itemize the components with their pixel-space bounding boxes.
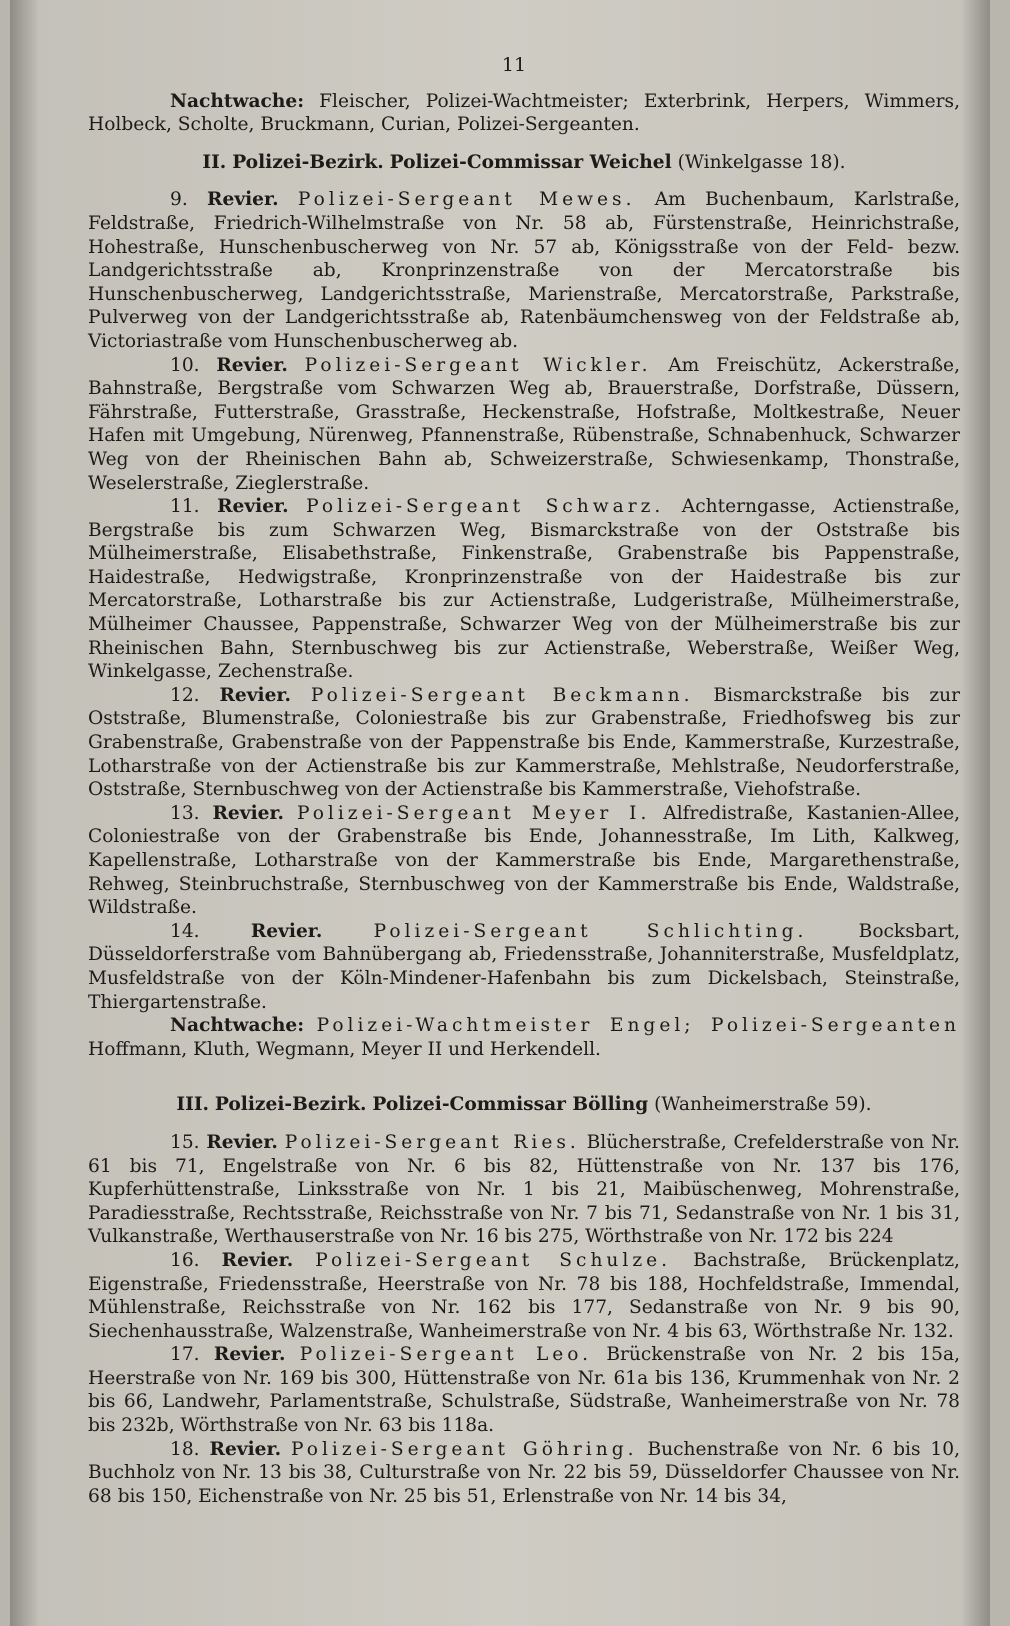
revier-number: 9. xyxy=(170,189,188,211)
revier-label: Revier. xyxy=(221,1249,294,1271)
revier-streets: Bismarckstraße bis zur Oststraße, Blumenstraße, Coloniestraße bis zur Grabenstraße, Friedhofsweg bis zur Grabenstraße, Grabenstraße von der Pappenstraße bis Ende, Kammerstraße, Kurzestraße, Lotharstraße von der Actienstraße bis zur Kammerstraße, Mehlstraße, Neudorferstraße, Oststraße, Sternbuschweg von der Actienstraße bis Kammerstraße, Viehofstraße. xyxy=(88,684,960,801)
revier-streets: Blücherstraße, Crefelderstraße von Nr. 61 bis 71, Engelstraße von Nr. 6 bis 82, Hüttenstraße von Nr. 137 bis 176, Kupferhüttenstraße, Linksstraße von Nr. 1 bis 21, Maibüschenweg, Mohrenstraße, Paradiesstraße, Rechtsstraße, Reichsstraße von Nr. 7 bis 71, Sedanstraße von Nr. 1 bis 31, Vulkanstraße, Werthauserstraße von Nr. 16 bis 275, Wörthstraße von Nr. 172 bis 224 xyxy=(88,1131,960,1248)
revier-number: 14. xyxy=(170,920,200,942)
revier-paragraph xyxy=(88,1343,960,1437)
revier-label: Revier. xyxy=(207,189,279,211)
bezirk-number: III. xyxy=(176,1094,209,1116)
revier-sergeant: Polizei-Sergeant Beckmann. xyxy=(310,684,694,706)
revier-streets: Am Buchenbaum, Karlstraße, Feldstraße, Friedrich-Wilhelmstraße von Nr. 58 ab, Fürstenstraße, Heinrichstraße, Hohestraße, Hunschenbuscherweg von Nr. 57 ab, Königsstraße von der Feld- bezw. Landgerichtsstraße ab, Kronprinzenstraße von der Mercatorstraße bis Hunschenbuscherweg, Landgerichtsstraße, Marienstraße, Mercatorstraße, Parkstraße, Pulverweg von der Landgerichtsstraße ab, Ratenbäumchensweg von der Feldstraße ab, Victoriastraße vom Hunschenbuscherweg ab. xyxy=(88,189,960,352)
revier-label: Revier. xyxy=(219,684,291,706)
revier-paragraph xyxy=(88,802,960,920)
revier-number: 17. xyxy=(170,1344,200,1366)
revier-paragraph xyxy=(88,920,960,1014)
bezirk-label: Polizei-Bezirk. xyxy=(232,151,384,173)
revier-paragraph xyxy=(88,1249,960,1343)
bezirk-commissar: Polizei-Commissar Weichel xyxy=(389,151,672,173)
page-number: 11 xyxy=(501,54,527,76)
revier-sergeant: Polizei-Sergeant Schlichting. xyxy=(373,920,808,942)
bezirk-heading xyxy=(88,151,960,175)
revier-label: Revier. xyxy=(250,920,323,942)
revier-number: 12. xyxy=(170,684,200,706)
revier-paragraph xyxy=(88,684,960,802)
revier-streets: Buchenstraße von Nr. 6 bis 10, Buchholz von Nr. 13 bis 38, Culturstraße von Nr. 22 bis 59, Düsseldorfer Chaussee von Nr. 68 bis 150, Eichenstraße von Nr. 25 bis 51, Erlenstraße von Nr. 14 bis 34, xyxy=(88,1438,961,1507)
revier-sergeant: Polizei-Sergeant Schulze. xyxy=(315,1249,672,1271)
revier-streets: Alfredistraße, Kastanien-Allee, Coloniestraße von der Grabenstraße bis Ende, Johannesstraße, Im Lith, Kalkweg, Kapellenstraße, Lotharstraße von der Kammerstraße bis Ende, Margarethenstraße, Rehweg, Steinbruchstraße, Sternbuschweg von der Kammerstraße bis Ende, Waldstraße, Wildstraße. xyxy=(88,802,960,919)
revier-label: Revier. xyxy=(216,354,288,376)
bezirk-number: II. xyxy=(202,151,227,173)
bezirk-label: Polizei-Bezirk. xyxy=(214,1094,367,1116)
bezirk-heading xyxy=(88,1093,960,1117)
revier-number: 11. xyxy=(170,496,200,518)
revier-sergeant: Polizei-Sergeant Leo. xyxy=(299,1344,593,1366)
nachtwache-staff: Polizei-Wachtmeister Engel; Polizei-Sergeanten xyxy=(316,1015,960,1037)
revier-sergeant: Polizei-Sergeant Wickler. xyxy=(304,354,652,376)
revier-sergeant: Polizei-Sergeant Ries. xyxy=(284,1131,580,1153)
nachtwache-label: Nachtwache: xyxy=(170,90,305,112)
nachtwache-label: Nachtwache: xyxy=(170,1015,305,1037)
revier-label: Revier. xyxy=(206,1131,278,1153)
revier-label: Revier. xyxy=(209,1438,282,1460)
nachtwache-text: Fleischer, Polizei-Wachtmeister; Exterbrink, Herpers, Wimmers, Holbeck, Scholte, Bruckmann, Curian, Polizei-Sergeanten. xyxy=(88,90,960,136)
revier-label: Revier. xyxy=(212,802,285,824)
revier-number: 10. xyxy=(170,354,200,376)
revier-streets: Achterngasse, Actienstraße, Bergstraße bis zum Schwarzen Weg, Bismarckstraße von der Oststraße bis Mülheimerstraße, Elisabethstraße, Finkenstraße, Grabenstraße bis Pappenstraße, Haidestraße, Hedwigstraße, Kronprinzenstraße von der Haidestraße bis zur Mercatorstraße, Lotharstraße bis zur Actienstraße, Ludgeristraße, Mülheimerstraße, Mülheimer Chaussee, Pappenstraße, Schwarzer Weg von der Mülheimerstraße bis zur Rheinischen Bahn, Sternbuschweg bis zur Actienstraße, Weberstraße, Weißer Weg, Winkelgasse, Zechenstraße. xyxy=(88,496,960,683)
nachtwache-paragraph xyxy=(88,1014,960,1061)
revier-streets: Am Freischütz, Ackerstraße, Bahnstraße, Bergstraße vom Schwarzen Weg ab, Brauerstraße, Dorfstraße, Düssern, Fährstraße, Futterstraße, Grasstraße, Heckenstraße, Hofstraße, Moltkestraße, Neuer Hafen mit Umgebung, Nürenweg, Pfannenstraße, Rübenstraße, Schnabenhuck, Schwarzer Weg von der Rheinischen Bahn ab, Schweizerstraße, Schwiesenkamp, Thonstraße, Weselerstraße, Zieglerstraße. xyxy=(88,354,960,494)
document-page xyxy=(10,0,990,1626)
revier-sergeant: Polizei-Sergeant Göhring. xyxy=(291,1438,638,1460)
revier-paragraph xyxy=(88,354,960,496)
bezirk-address: (Winkelgasse 18). xyxy=(671,151,846,173)
revier-number: 13. xyxy=(170,802,200,824)
revier-sergeant: Polizei-Sergeant Schwarz. xyxy=(306,496,665,518)
revier-sergeant: Polizei-Sergeant Meyer I. xyxy=(296,802,651,824)
revier-streets: Brückenstraße von Nr. 2 bis 15a, Heerstraße von Nr. 169 bis 300, Hüttenstraße von Nr. 61a bis 136, Krummenhak von Nr. 2 bis 66, Landwehr, Parlamentstraße, Schulstraße, Südstraße, Wanheimerstraße von Nr. 78 bis 232b, Wörthstraße von Nr. 63 bis 118a. xyxy=(88,1344,961,1437)
revier-paragraph xyxy=(88,495,960,684)
nachtwache-paragraph xyxy=(88,90,960,137)
revier-sergeant: Polizei-Sergeant Mewes. xyxy=(297,189,636,211)
revier-number: 15. xyxy=(170,1131,200,1153)
revier-streets: Bocksbart, Düsseldorferstraße vom Bahnübergang ab, Friedensstraße, Johanniterstraße, Musfeldplatz, Musfeldstraße von der Köln-Mindener-Hafenbahn bis zum Dickelsbach, Steinstraße, Thiergartenstraße. xyxy=(88,920,960,1013)
bezirk-address: (Wanheimerstraße 59). xyxy=(648,1094,872,1116)
nachtwache-text: Hoffmann, Kluth, Wegmann, Meyer II und Herkendell. xyxy=(88,1038,601,1060)
revier-number: 18. xyxy=(170,1438,200,1460)
revier-paragraph xyxy=(88,1438,960,1509)
revier-paragraph xyxy=(88,1131,960,1249)
revier-label: Revier. xyxy=(217,496,289,518)
revier-number: 16. xyxy=(170,1249,200,1271)
revier-streets: Bachstraße, Brückenplatz, Eigenstraße, Friedensstraße, Heerstraße von Nr. 78 bis 188, Hochfeldstraße, Immendal, Mühlenstraße, Reichsstraße von Nr. 162 bis 177, Sedanstraße von Nr. 9 bis 90, Siechenhausstraße, Walzenstraße, Wanheimerstraße von Nr. 4 bis 63, Wörthstraße Nr. 132. xyxy=(88,1249,960,1342)
bezirk-commissar: Polizei-Commissar Bölling xyxy=(372,1094,649,1116)
revier-label: Revier. xyxy=(213,1344,286,1366)
revier-paragraph xyxy=(88,188,960,353)
